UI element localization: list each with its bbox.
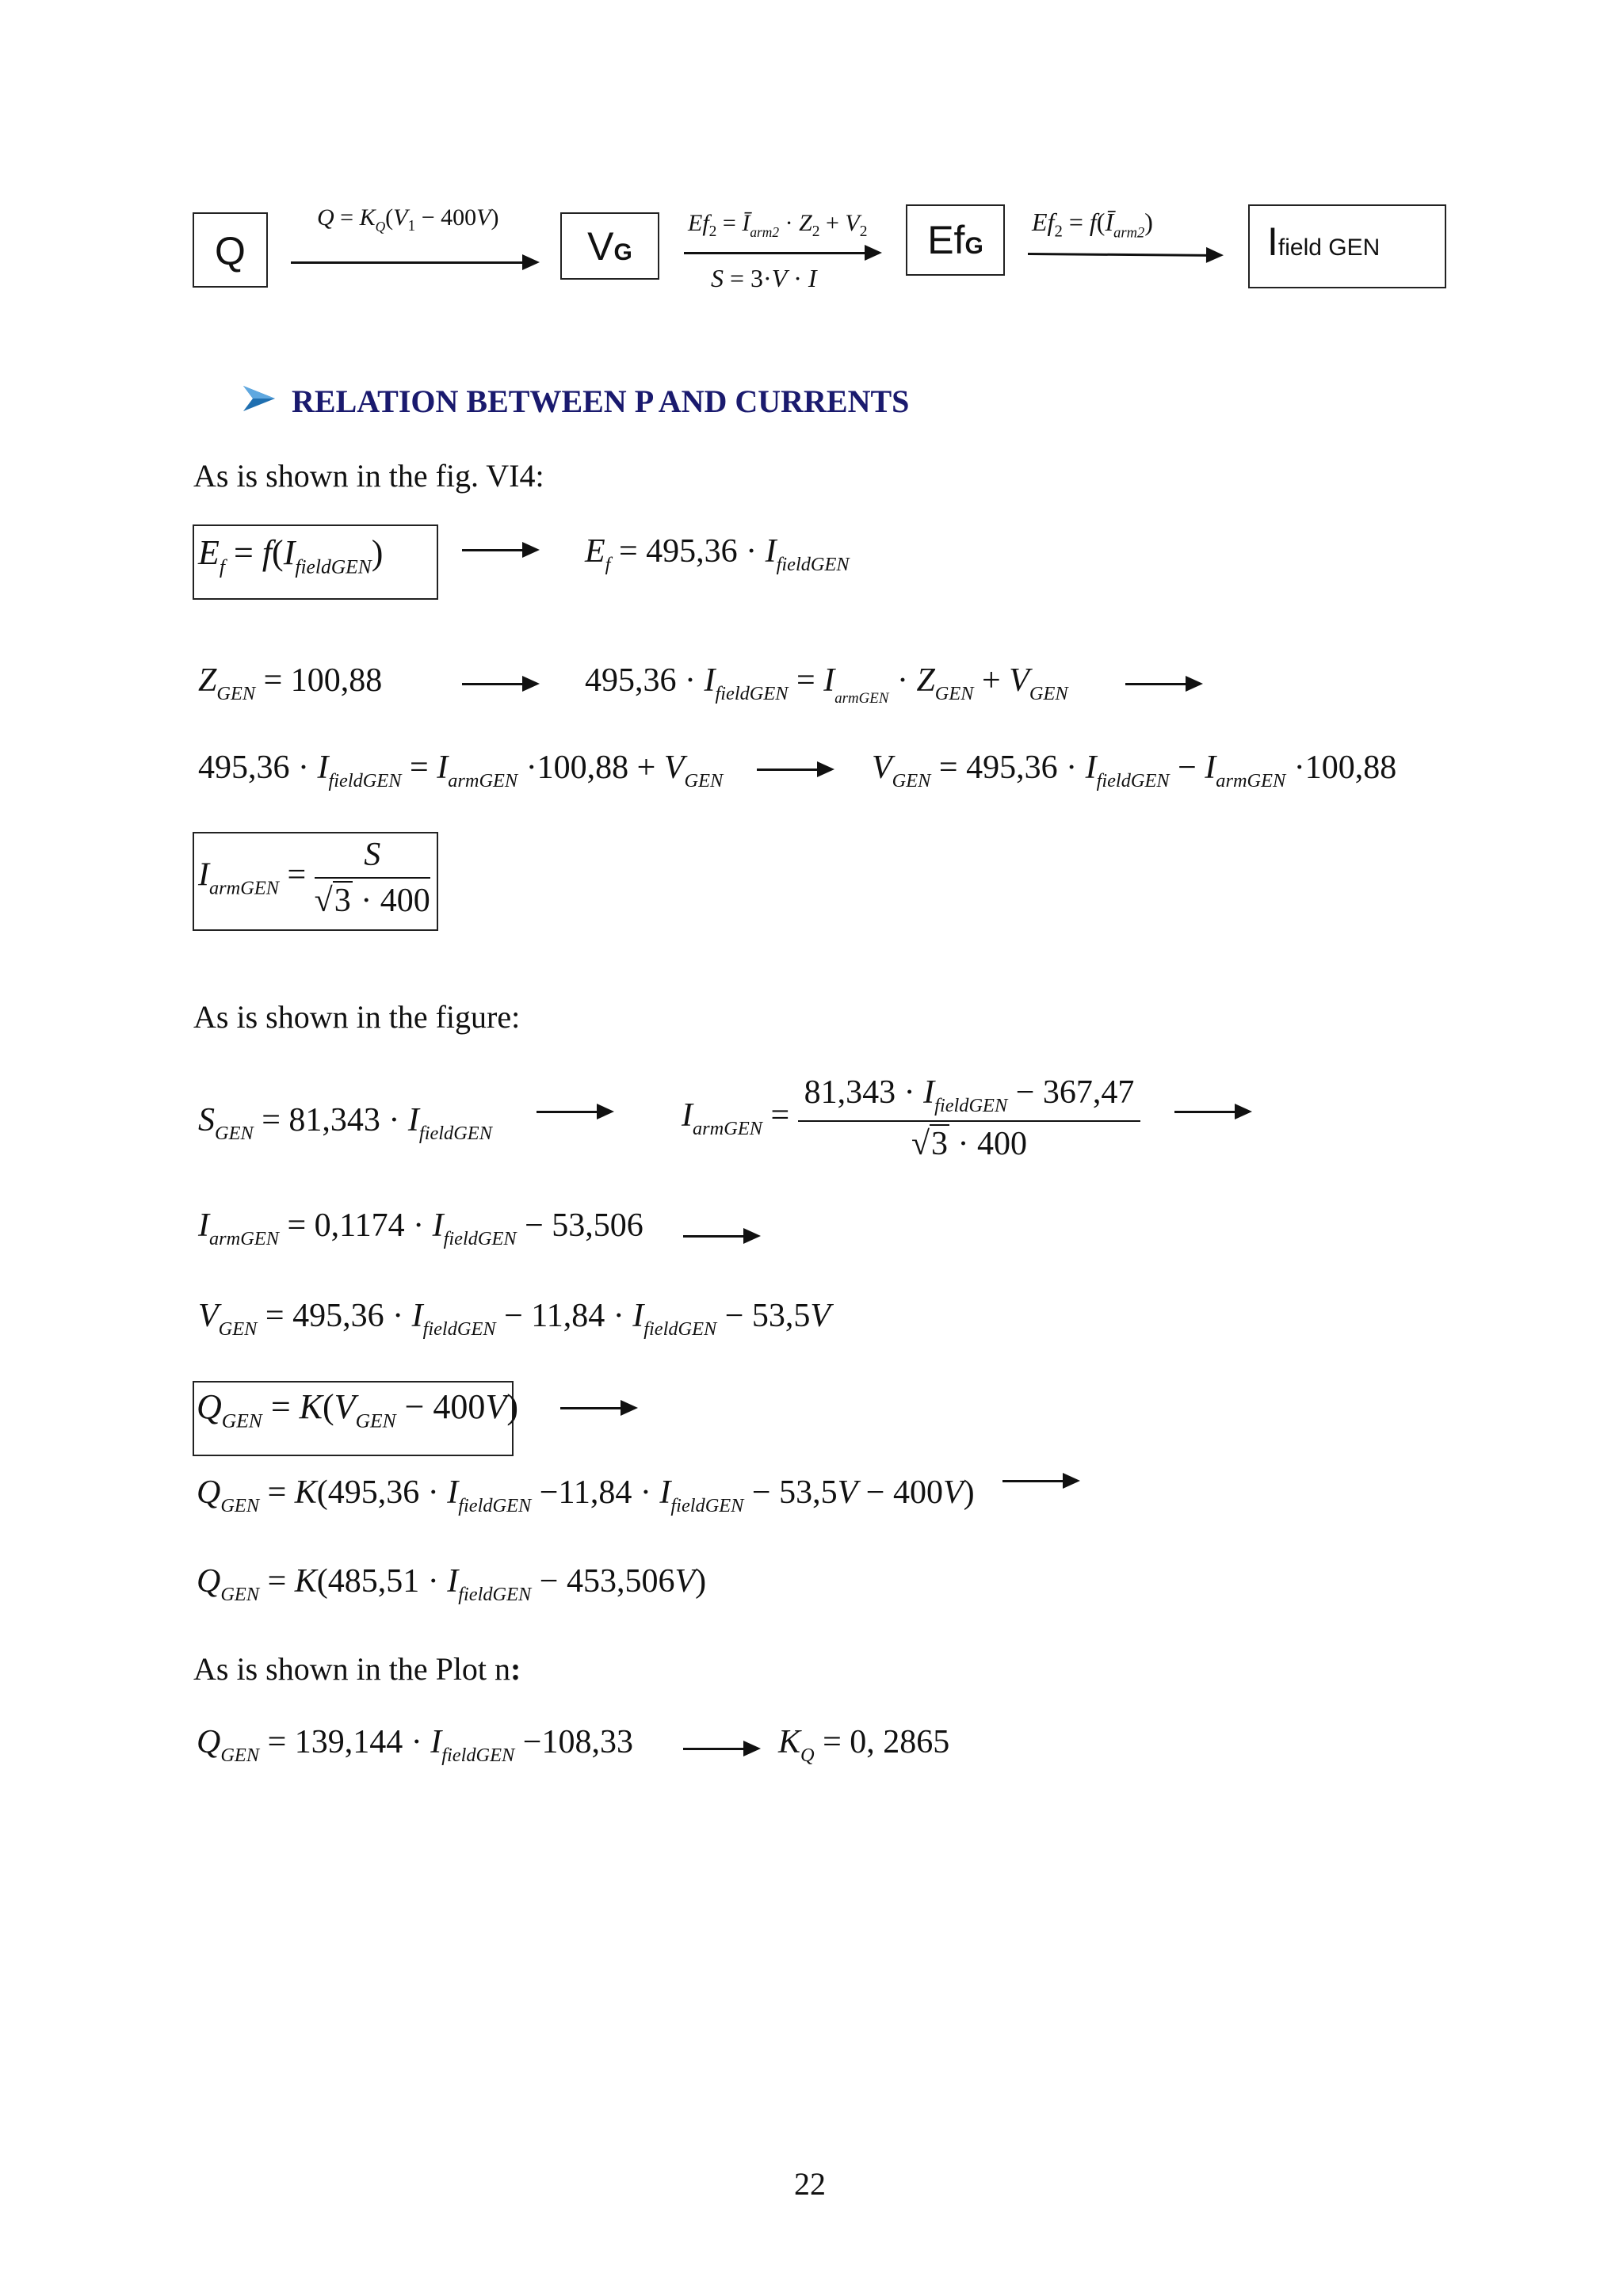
diagram-arrow-1 — [291, 261, 537, 264]
arrow-3 — [1125, 683, 1200, 685]
page-number: 22 — [794, 2166, 826, 2202]
eq-iarm-box-text: $I_{armGEN}$ = $\frac{S}{√3 \cdot 400}$ — [198, 837, 430, 919]
arrow-10 — [683, 1748, 758, 1750]
diagram-arrow-3 — [1028, 253, 1220, 257]
diagram-label-3: $Ef_2$ = $f(Ī_{arm2})$ — [1032, 208, 1153, 242]
eq-qgen-plot: $Q_{GEN} = 139,144 \cdot I_{fieldGEN} -108,33$ — [197, 1724, 633, 1766]
diagram-box-ifield-label: Ifield GEN — [1267, 219, 1381, 264]
diagram-box-ifield — [1248, 204, 1446, 288]
arrow-6 — [1174, 1111, 1249, 1113]
eq-kq: $K_Q = 0$, 2865 — [778, 1724, 950, 1766]
diagram-box-vg-label: VG — [587, 224, 632, 269]
eq-line4-left: $495,36 \cdot I_{fieldGEN} = I_{armGEN} \cdot 100,88 + V_{GEN}$ — [198, 749, 724, 791]
diagram-arrow-2 — [684, 252, 879, 254]
eq-iarm-frac: $I_{armGEN}$ = $\frac{81,343 \cdot I_{fieldGEN} - 367,47}{√3 \cdot 400}$ — [682, 1074, 1140, 1163]
plot-text: As is shown in the Plot n: — [193, 1651, 521, 1687]
diagram-label-1: $Q = K_Q(V_1 - 400V)$ — [317, 204, 499, 235]
figure-text: As is shown in the figure: — [193, 999, 521, 1035]
eq-qgen-3: $Q_{GEN} = K(485,51 \cdot I_{fieldGEN} - 453,506V)$ — [197, 1563, 707, 1605]
diagram-label-2-top: $Ef_2$ = $Ī_{arm2} \cdot Z_2 + V_2$ — [688, 210, 868, 240]
arrow-1 — [462, 549, 537, 551]
arrow-2 — [462, 683, 537, 685]
diagram-box-q-label: Q — [215, 229, 246, 273]
eq-efield-value: $E_f = 495,36 \cdot I_{fieldGEN}$ — [585, 533, 850, 575]
arrow-4 — [757, 769, 831, 771]
eq-line4-right: $V_{GEN} = 495,36 \cdot I_{fieldGEN} - I_{armGEN} \cdot 100,88$ — [872, 749, 1397, 791]
eq-vgen: $V_{GEN} = 495,36 \cdot I_{fieldGEN} - 11,84 \cdot I_{fieldGEN} - 53,5V$ — [198, 1298, 831, 1340]
diagram-label-2-bottom: S = 3·V · I — [711, 264, 817, 292]
arrow-7 — [683, 1235, 758, 1238]
diagram-box-vg — [560, 212, 659, 280]
section-heading: RELATION BETWEEN P AND CURRENTS — [292, 383, 910, 419]
eq-iarm-value: $I_{armGEN} = 0,1174 \cdot I_{fieldGEN} - 53,506$ — [198, 1207, 643, 1249]
eq-qgen-box-text: $Q_{GEN} = K(V_{GEN} - 400V)$ — [197, 1387, 518, 1432]
eq-qgen-2: $Q_{GEN} = K(495,36 \cdot I_{fieldGEN} -11,84 \cdot I_{fieldGEN} - 53,5V - 400V)$ — [197, 1474, 975, 1516]
diagram-box-q — [193, 212, 268, 288]
diagram-box-efg-label: EfG — [927, 218, 983, 262]
arrow-9 — [1002, 1480, 1077, 1482]
eq-z: $Z_{GEN} = 100,88$ — [198, 662, 383, 704]
intro-text: As is shown in the fig. VI4: — [193, 458, 544, 494]
arrow-8 — [560, 1407, 635, 1409]
heading-bullet-icon — [242, 384, 277, 417]
eq-sgen: $S_{GEN} = 81,343 \cdot I_{fieldGEN}$ — [198, 1102, 492, 1144]
diagram-box-efg — [906, 204, 1005, 276]
arrow-5 — [537, 1111, 611, 1113]
eq-line3-right: $495,36 \cdot I_{fieldGEN} = I_{armGEN} \cdot Z_{GEN} + V_{GEN}$ — [585, 662, 1068, 707]
eq-efield-box-text: $E_f = f(I_{fieldGEN})$ — [198, 533, 384, 578]
